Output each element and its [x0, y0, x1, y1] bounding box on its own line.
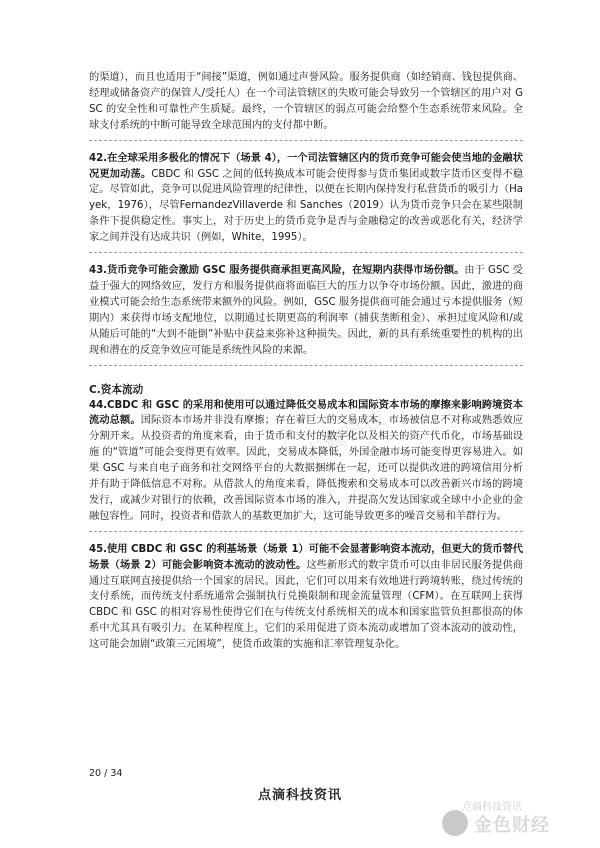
paragraph-42	[89, 151, 523, 246]
paragraph-42-body: CBDC 和 GSC 之间的低转换成本可能会使得参与货币集团或数字货币区变得不稳定。尽管如此，竞争可以促进风险管理的纪律性，以便在长期内保持发行私营货币的吸引力（Hayek，1976），尽管FernandezVillaverde 和 Sanches（2019）认为货币竞争只会在某些限制条件下提供稳定性。事实上，对于历史上的货币竞争是否与金融稳定的改善或恶化有关，经济学家之间并没有达成共识（例如，White，1995）。	[89, 168, 524, 244]
paragraph-43-heading: 43.货币竞争可能会激励 GSC 服务提供商承担更高风险，在短期内获得市场份额。	[89, 265, 465, 277]
brand-logo	[442, 804, 592, 840]
paragraph-44-heading: 44.CBDC 和 GSC 的采用和使用可以通过降低交易成本和国际资本市场的摩擦来影响跨境资本流动总额。	[89, 399, 523, 427]
paragraph-45-heading: 45.使用 CBDC 和 GSC 的利基场景（场景 1）可能不会显著影响资本流动，但更大的货币替代场景（场景 2）可能会影响资本流动的波动性。	[89, 543, 523, 571]
paragraph-42-heading: 42.在全球采用多极化的情况下（场景 4），一个司法管辖区内的货币竞争可能会使当地的金融状况更加动荡。	[89, 152, 523, 180]
paragraph-43	[89, 263, 523, 358]
paragraph-45-body: 这些新形式的数字货币可以由非居民服务提供商通过互联网直接提供给一个国家的居民。因此，它们可以用来有效地进行跨境转账，绕过传统的支付系统，而传统支付系统通常会强制执行兑换限制和现金流量管理（CFM）。在互联网上获得 CBDC 和 GSC 的相对容易性使得它们在与传统支付系统相关的成本和国家监管负担都很高的体系中尤其具有吸引力。在某种程度上，它们的采用促进了资本流动或增加了资本流动的波动性，这可能会加剧“政策三元困境”，使货币政策的实施和汇率管理复杂化。	[89, 559, 523, 651]
paragraph-block-intro	[89, 70, 523, 141]
watermark: 点滴科技	[300, 405, 390, 469]
paragraph-block-42	[89, 141, 523, 253]
logo-icon	[442, 810, 468, 836]
page-number: 20 / 34	[89, 768, 123, 779]
logo-subtitle: 点滴科技资讯	[462, 802, 522, 813]
paragraph-block-44	[89, 366, 523, 532]
paragraph-44	[89, 398, 523, 525]
paragraph-43-body: 由于 GSC 受益于强大的网络效应，发行方和服务提供商将面临巨大的压力以争夺市场份额。因此，激进的商业模式可能会给生态系统带来额外的风险。例如，GSC 服务提供商可能会通过亏本提供服务（短期内）来获得市场支配地位，以期通过长期更高的利润率（捕获垄断租金）、承担过度风险和/或从随后可能的“大到不能倒”补贴中获益来弥补这种损失。因此，新的具有系统重要性的机构的出现和潜在的反竞争效应可能是系统性风险的来源。	[89, 265, 523, 356]
paragraph-45	[89, 542, 523, 653]
paragraph-44-body: 国际资本市场并非没有摩擦；存在着巨大的交易成本，市场被信息不对称或熟悉效应分割开来。从投资者的角度来看，由于货币和支付的数字化以及相关的资产代币化，市场基础设施 的“管道”可能会变得更有效率。因此，交易成本降低，外国金融市场可能变得更容易进入。如果 GSC 与来自电子商务和社交网络平台的大数据捆绑在一起，还可以提供改进的跨境信用分析并有助于降低信息不对称。从借款人的角度来看，降低搜索和交易成本可以改善新兴市场的跨境发行，或减少对银行的依赖，改善国际资本市场的准入，并提高欠发达国家或全球中小企业的金融包容性。同时，投资者和借款人的基数更加扩大，这可能导致更多的噪音交易和羊群行为。	[89, 415, 523, 522]
logo-text: 金色财经	[474, 815, 550, 836]
paragraph-block-43	[89, 253, 523, 365]
paragraph-block-45	[89, 532, 523, 659]
section-heading-c: C.资本流动	[89, 383, 144, 396]
document-body	[89, 70, 523, 659]
footer-title: 点滴科技资讯	[257, 788, 342, 803]
paragraph-intro: 的渠道），而且也适用于“间接”渠道，例如通过声誉风险。服务提供商（如经销商、钱包提供商、经理或储备资产的保管人/受托人）在一个司法管辖区的失败可能会导致另一个管辖区的用户对 GSC 的安全性和可靠性产生质疑。最终，一个管辖区的弱点可能会给整个生态系统带来风险。全球支付系统的中断可能导致全球范围内的支付都中断。	[89, 72, 523, 131]
